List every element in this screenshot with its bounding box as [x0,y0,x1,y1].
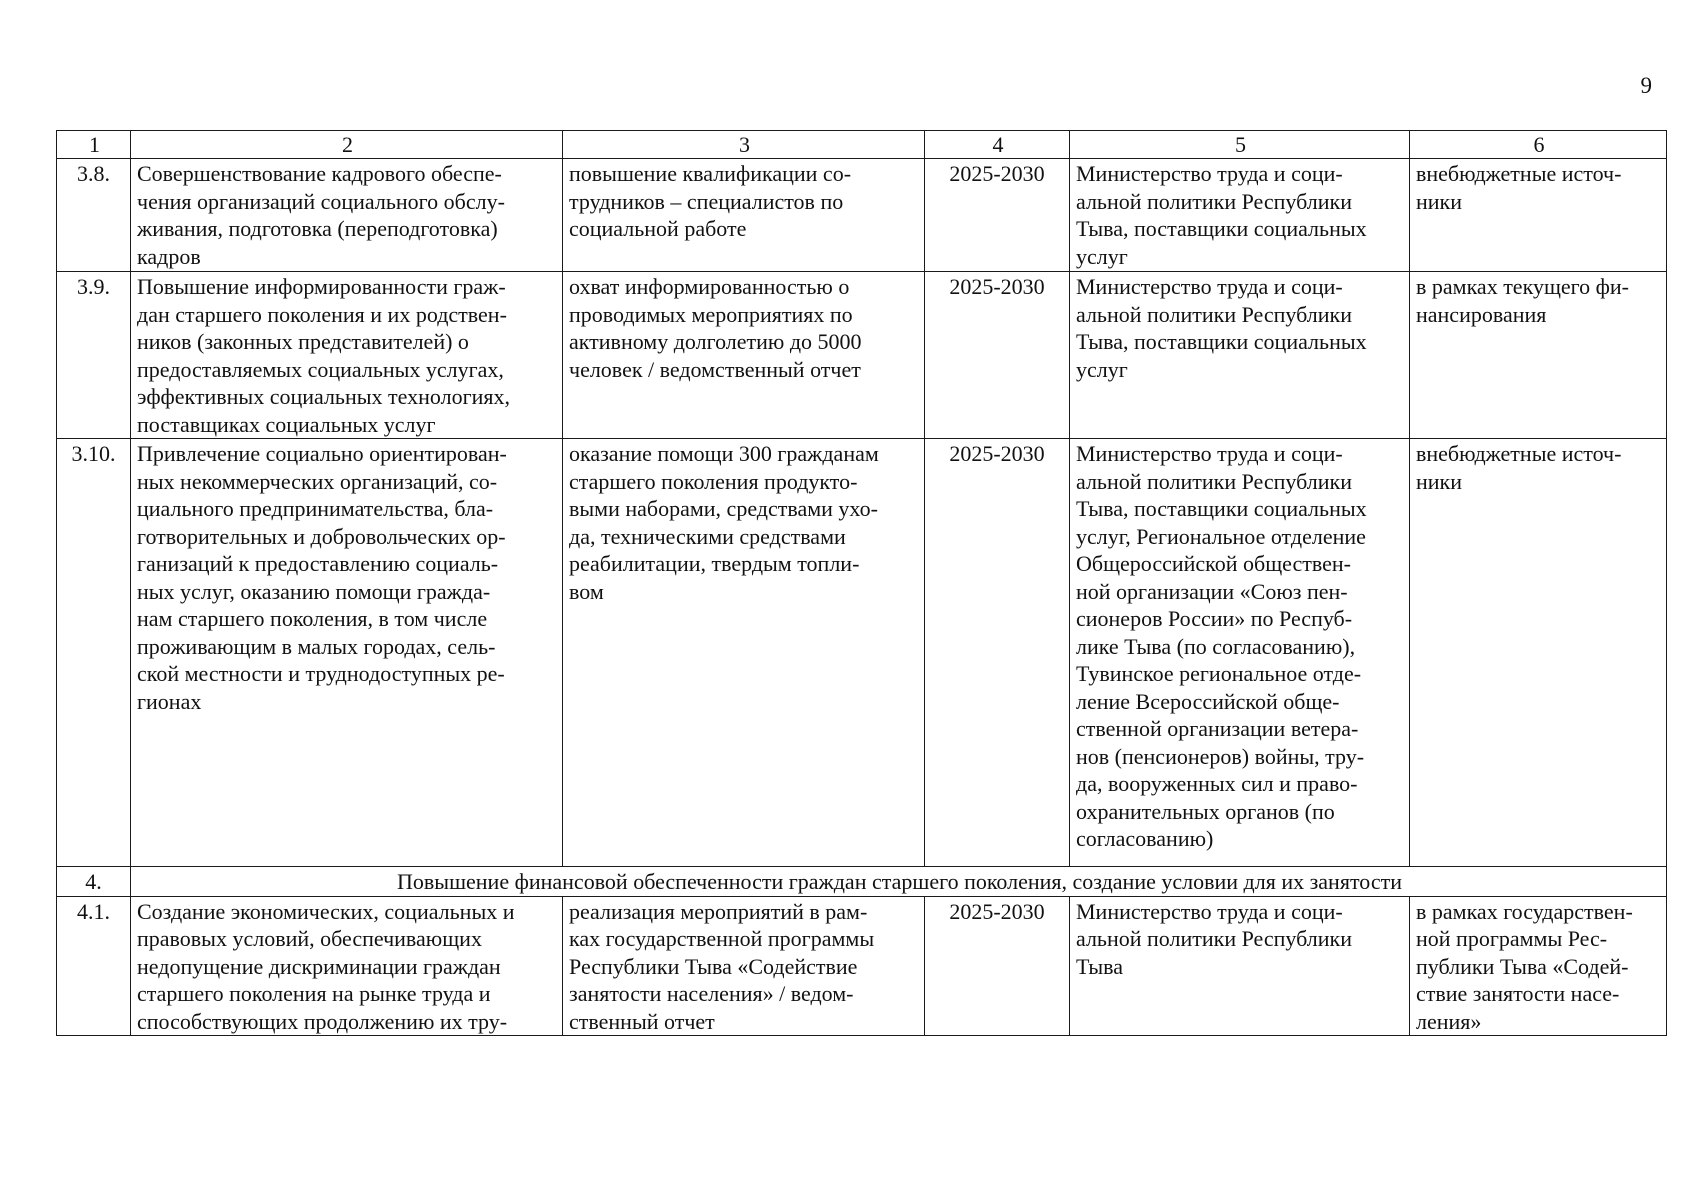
period-cell: 2025-2030 [925,439,1070,867]
result-cell: реализация мероприятий в рам- ках государственной программы Республики Тыва «Содействие занятости населения» / ведом- ственный отчет [563,896,925,1036]
row-number: 3.8. [57,159,131,272]
table-row [57,159,1667,272]
executor-cell: Министерство труда и соци- альной политики Республики Тыва, поставщики социальных услуг [1070,159,1410,272]
event-cell: Повышение информированности граж- дан старшего поколения и их родствен- ников (законных представителей) о предоставляемых социальных услугах, эффективных социальных технологиях, поставщиках социальных услуг [131,272,563,439]
event-cell: Создание экономических, социальных и правовых условий, обеспечивающих недопущение дискриминации граждан старшего поколения на рынке труда и способствующих продолжению их тру- [131,896,563,1036]
funding-cell: внебюджетные источ- ники [1410,159,1667,272]
period-cell: 2025-2030 [925,896,1070,1036]
result-cell: оказание помощи 300 гражданам старшего поколения продукто- выми наборами, средствами ухо- да, техническими средствами реабилитации, твердым топли- вом [563,439,925,867]
column-header: 1 [57,131,131,159]
event-cell: Совершенствование кадрового обеспе- чения организаций социального обслу- живания, подготовка (переподготовка) кадров [131,159,563,272]
column-header: 5 [1070,131,1410,159]
funding-cell: в рамках текущего фи- нансирования [1410,272,1667,439]
funding-cell: в рамках государствен- ной программы Рес- публики Тыва «Содей- ствие занятости насе- ления» [1410,896,1667,1036]
table-row [57,272,1667,439]
section-title: Повышение финансовой обеспеченности граждан старшего поколения, создание условии для их занятости [131,867,1667,897]
result-cell: охват информированностью о проводимых мероприятиях по активному долголетию до 5000 человек / ведомственный отчет [563,272,925,439]
measures-table [56,130,1667,1036]
event-cell: Привлечение социально ориентирован- ных некоммерческих организаций, со- циального предпринимательства, бла- готворительных и добровольческих ор- ганизаций к предоставлению социаль- ных услуг, оказанию помощи гражда- нам старшего поколения, в том числе проживающим в малых городах, сель- ской местности и труднодоступных ре- гионах [131,439,563,867]
section-number: 4. [57,867,131,897]
table-header-row [57,131,1667,159]
row-number: 3.9. [57,272,131,439]
column-header: 3 [563,131,925,159]
executor-cell: Министерство труда и соци- альной политики Республики Тыва, поставщики социальных услуг, Региональное отделение Общероссийской обществен- ной организации «Союз пен- сионеров России» по Респуб- лике Тыва (по согласованию), Тувинское региональное отде- ление Всероссийской обще- ственной организации ветера- нов (пенсионеров) войны, тру- да, вооруженных сил и право- охранительных органов (по согласованию) [1070,439,1410,867]
row-number: 3.10. [57,439,131,867]
row-number: 4.1. [57,896,131,1036]
executor-cell: Министерство труда и соци- альной политики Республики Тыва, поставщики социальных услуг [1070,272,1410,439]
executor-cell: Министерство труда и соци- альной политики Республики Тыва [1070,896,1410,1036]
table-row [57,896,1667,1036]
column-header: 4 [925,131,1070,159]
table-row [57,439,1667,867]
section-row [57,867,1667,897]
period-cell: 2025-2030 [925,159,1070,272]
column-header: 2 [131,131,563,159]
period-cell: 2025-2030 [925,272,1070,439]
funding-cell: внебюджетные источ- ники [1410,439,1667,867]
result-cell: повышение квалификации со- трудников – специалистов по социальной работе [563,159,925,272]
column-header: 6 [1410,131,1667,159]
page-number: 9 [1640,73,1652,98]
